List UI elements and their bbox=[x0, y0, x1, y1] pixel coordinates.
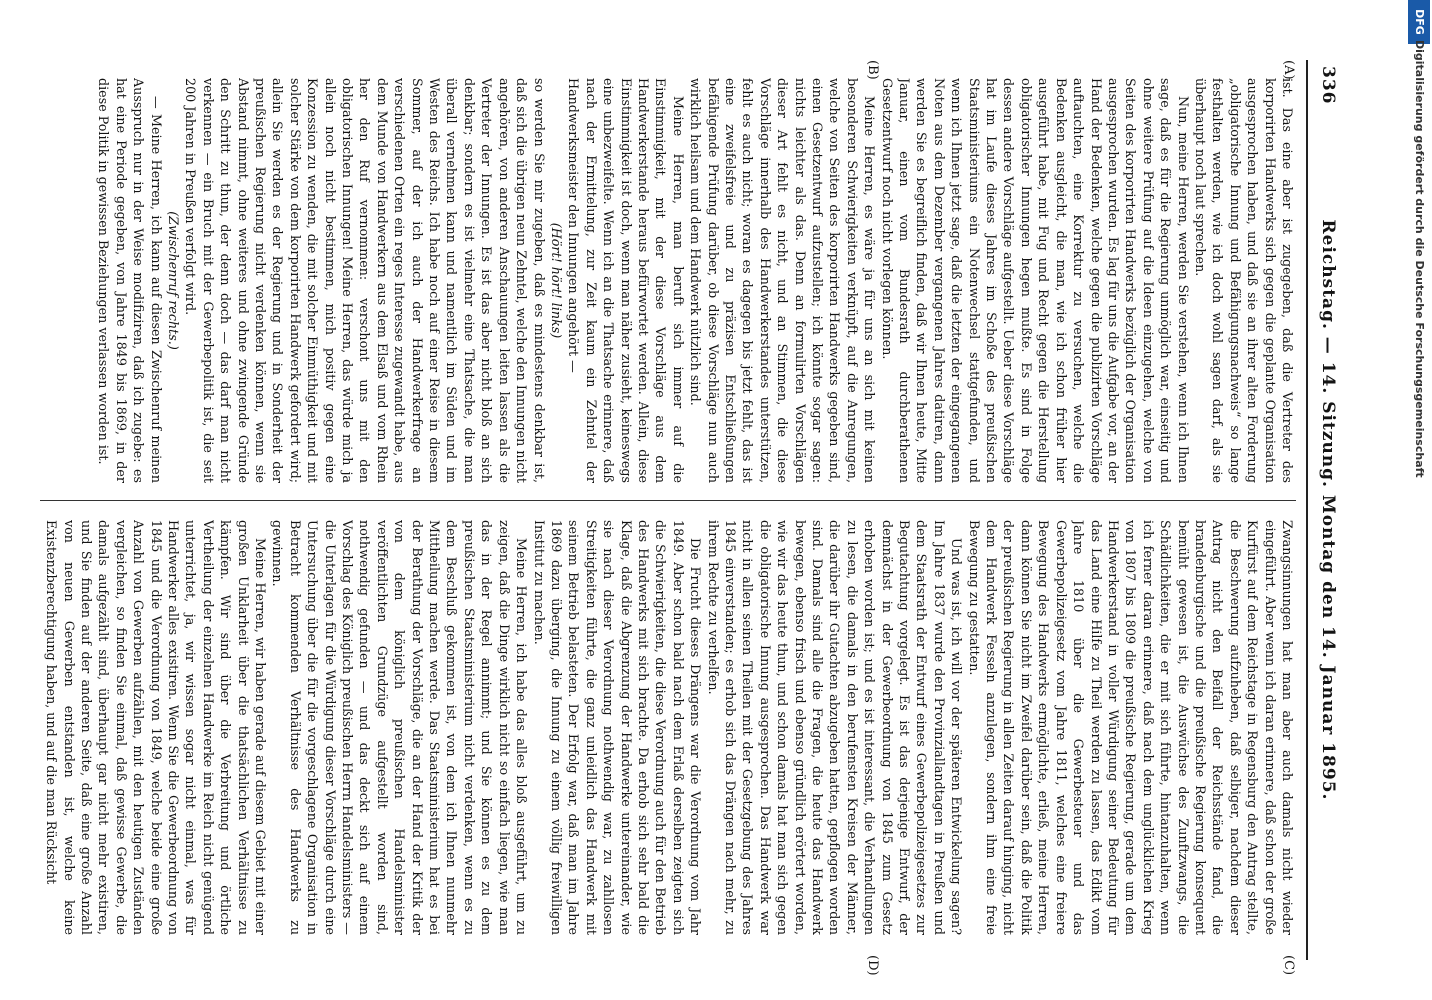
column-divider bbox=[40, 500, 1296, 501]
paragraph: Die Frucht dieses Drängens war die Verordnung vom Jahr 1849. Aber schon bald nach dem Erlaß derselben zeigten sich die Schwierigkeiten, die diese Verordnung auch für den Betrieb des Handwerks mit sich brachte. Da erhob sich sehr bald die Klage, daß die Abgrenzung der Handwerke untereinander, wie sie nach dieser Verordnung nothwendig war, zu zahllosen Streitigkeiten führte, die ganz unleidlich das Handwerk mit seinem Betrieb belasteten. Der Erfolg war, daß man im Jahre 1869 dazu überging, die Innung zu einem völlig freiwilligen Institut zu machen. bbox=[531, 520, 704, 935]
paragraph: Nun, meine Herren, werden Sie verstehen, wenn ich Ihnen sage, daß es für die Regierung unmöglich war, einseitig und ohne weitere Prüfung auf die Ideen einzugehen, welche von Seiten des korporirten Handwerks bezüglich der Organisation ausgesprochen wurden. Es lag für uns die Aufgabe vor, an der Hand der Bedenken, welche gegen die publizirten Vorschläge auftauchten, eine Korrektur zu versuchen, welche die Bedenken ausgleicht, die man, wie ich schon früher hier ausgeführt habe, mit Fug und Recht gegen die Herstellung obligatorischer Innungen hegen mußte. Es sind in Folge dessen andere Vorschläge aufgestellt. Ueber diese Vorschläge hat im Laufe dieses Jahres im Schoße des preußischen Staatsministeriums ein Notenwechsel stattgefunden, und wenn ich Ihnen jetzt sage, daß die letzten der eingegangenen Noten aus dem Dezember vergangenen Jahres datiren, dann werden Sie es begreiflich finden, daß wir Ihnen heute, Mitte Januar, einen vom Bundesrath durchberathenen Gesetzentwurf noch nicht vorlegen können. bbox=[879, 78, 1191, 483]
paragraph: Meine Herren, wir haben gerade auf diesem Gebiet mit einer großen Unklarheit über die thatsächlichen Verhältnisse zu kämpfen. Wir sind über die Verbreitung und örtliche Vertheilung der einzelnen Handwerke im Reich nicht genügend unterrichtet, ja, wir wissen sogar nicht einmal, was für Handwerker alles existiren. Wenn Sie die Gewerbeordnung von 1845 und die Verordnung von 1849, welche beide eine große Anzahl von Gewerben aufzählen, mit den heutigen Zuständen vergleichen, so finden Sie einmal, daß gewisse Gewerbe, die damals aufgezählt sind, überhaupt gar nicht mehr existiren, und Sie finden auf der anderen Seite, daß eine große Anzahl von neuen Gewerben entstanden ist, welche keine Existenzberechtigung haben, und auf die man Rücksicht bbox=[44, 520, 269, 935]
dfg-logo-text: DFG bbox=[1413, 9, 1426, 35]
paragraph: Zwangsinnungen hat man aber auch damals nicht wieder eingeführt. Aber wenn ich daran erinnere, daß schon der große Kurfürst auf dem Reichstage in Regensburg den Antrag stellte, die Beschwerung aufzuheben, daß selbiger, nachdem dieser Antrag nicht den Beifall der Reichsstände fand, die brandenburgische und die preußische Regierung konsequent bemüht gewesen ist, die Auswüchse des Zunftzwangs, die Schädlichkeiten, die er mit sich führte, hintanzuhalten, wenn ich ferner daran erinnere, daß nach dem unglücklichen Krieg von 1807 bis 1809 die preußische Regierung, gerade um dem Handwerkerstand in voller Würdigung seiner Bedeutung für das Land eine Hilfe zu Theil werden zu lassen, das Edikt vom Jahre 1810 über die Gewerbesteuer und das Gewerbepolizeigesetz vom Jahre 1811, welches eine freiere Bewegung des Handwerks ermöglichte, erließ, meine Herren, dann können Sie nicht im Zweifel darüber sein, daß die Politik der preußischen Regierung in allen Zeiten darauf hinging, nicht dem Handwerk Fesseln anzulegen, sondern ihm eine freie Bewegung zu gestatten. bbox=[966, 520, 1295, 935]
running-title: Reichstag. — 14. Sitzung. Montag den 14. Januar 1895. bbox=[1318, 219, 1338, 801]
credit-text: Digitalisierung gefördert durch die Deutsche Forschungsgemeinschaft bbox=[1413, 40, 1426, 478]
paragraph: Meine Herren, es wäre ja für uns an sich mit keinen besonderen Schwierigkeiten verknüpft, auf die Anregungen, welche von Seiten des korporirten Handwerks gegeben sind, einen Gesetzentwurf aufzustellen; ich könnte sogar sagen: nichts leichter als das. Denn an formulirten Vorschlägen dieser Art fehlt es nicht, und an Stimmen, die diese Vorschläge innerhalb des Handwerkerstandes unterstützen, fehlt es auch nicht; woran es dagegen bis jetzt fehlt, das ist eine zweifelsfreie und zu präzisen Entschließungen befähigende Prüfung darüber, ob diese Vorschläge nun auch wirklich heilsam und dem Handwerk nützlich sind. bbox=[688, 78, 878, 483]
paragraph: so werden Sie mir zugeben, daß es mindestens denkbar ist, daß sich die übrigen neun Zehntel, welche den Innungen nicht angehören, von anderen Anschauungen leiten lassen als die Vertreter der Innungen. Es ist das aber nicht bloß an sich denkbar; sondern es ist vielmehr eine Thatsache, die man überall vernehmen kann und namentlich im Süden und im Westen des Reichs. Ich habe noch auf einer Reise in diesem Sommer, auf der ich auch der Handwerkerfrage an verschiedenen Orten ein reges Interesse zugewandt habe, aus dem Munde von Handwerkern aus dem Elsaß und vom Rhein her den Ruf vernommen: verschont uns mit den obligatorischen Innungen! Meine Herren, das würde mich ja allein noch nicht bestimmen, mich positiv gegen eine Konzession zu wenden, die mit solcher Einmüthigkeit und mit solcher Stärke von dem korporirten Handwerk gefordert wird; allein Sie werden es der Regierung und in Sonderheit der preußischen Regierung nicht verdenken können, wenn sie Abstand nimmt, ohne weiteres und ohne zwingende Gründe den Schritt zu thun, der denn doch — das darf man nicht verkennen — ein Bruch mit der Gewerbepolitik ist, die seit 200 Jahren in Preußen verfolgt wird. bbox=[183, 78, 547, 483]
paragraph: Meine Herren, ich habe das alles bloß ausgeführt, um zu zeigen, daß die Dinge wirklich nicht so einfach liegen, wie man das in der Regel annimmt; und Sie können es zu dem preußischen Staatsministerium nicht verdenken, wenn es zu dem Beschluß gekommen ist, von dem ich Ihnen nunmehr Mittheilung machen werde. Das Staatsministerium hat es bei der Berathung der Vorschläge, die an der Hand der Kritik der von dem königlich preußischen Handelsminister veröffentlichten Grundzüge aufgestellt worden sind, nothwendig gefunden — und das deckt sich auf einem Vorschlag des Königlich preußischen Herrn Handelsministers — die Unterlagen für die Würdigung dieser Vorschläge durch eine Untersuchung über die für die vorgeschlagene Organisation in Betracht kommenden Verhältnisse des Handwerks zu gewinnen. bbox=[270, 520, 530, 935]
paragraph: — Meine Herren, ich kann auf diesen Zwischenruf meinen Ausspruch nur in der Weise modifiziren, daß ich zugebe: es hat eine Periode gegeben, von Jahre 1849 bis 1869, in der diese Politik in gewissen Beziehungen verlassen worden ist. bbox=[96, 78, 164, 483]
digitization-credit bbox=[1409, 40, 1429, 960]
header-rule bbox=[1306, 60, 1308, 960]
page-number: 336 bbox=[1318, 66, 1338, 105]
margin-marker-b: (B) bbox=[865, 60, 880, 80]
paragraph: Meine Herren, man beruft sich immer auf die Einstimmigkeit, mit der diese Vorschläge aus dem Handwerkerstande heraus befürwortet werden. Allein, diese Einstimmigkeit ist doch, wenn man näher zusieht, keineswegs eine unbezweifelte. Wenn ich an die Thatsache erinnere, daß nach der Ermittelung, zur Zeit kaum ein Zehntel der Handwerksmeister den Innungen angehört — bbox=[566, 78, 686, 483]
interjection: (Zwischenruf rechts.) bbox=[166, 211, 181, 350]
paragraph: ist. Das eine aber ist zugegeben, daß die Vertreter des korporirten Handwerks sich gegen die geplante Organisation ausgesprochen haben, und daß sie an ihrer alten Forderung „obligatorische Innung und Befähigungsnachweis“ so lange festhalten werden, wie ich doch wohl sagen darf, als sie überhaupt noch laut sprechen. bbox=[1192, 78, 1295, 483]
page-header bbox=[1312, 60, 1338, 960]
interjection: (Hört! hört! links) bbox=[548, 222, 564, 339]
dfg-logo bbox=[1408, 0, 1430, 44]
margin-marker-a: (A) bbox=[1281, 60, 1296, 80]
margin-marker-d: (D) bbox=[865, 955, 880, 976]
left-column bbox=[40, 78, 1296, 483]
margin-marker-c: (C) bbox=[1281, 955, 1296, 976]
right-column bbox=[40, 520, 1296, 935]
paragraph: Und was ist, ich will vor der späteren Entwickelung sagen? Im Jahre 1837 wurde den Provinziallandtagen in Preußen und dem Staatsrath der Entwurf eines Gewerbepolizeigesetzes zur Begutachtung vorgelegt. Es ist das derjenige Entwurf, der demnächst in der Gewerbeordnung von 1845 zum Gesetz erhoben worden ist; und es ist interessant, die Verhandlungen zu lesen, die damals in den berufensten Kreisen der Männer, die darüber ihr Gutachten abzugeben hatten, gepflogen worden sind. Damals sind alle die Fragen, die heute das Handwerk bewegen, ebenso frisch und ebenso gründlich erörtert worden, wie wir das heute thun, und schon damals hat man sich gegen die obligatorische Innung ausgesprochen. Das Handwerk war nicht in allen seinen Theilen mit der Gesetzgebung des Jahres 1845 einverstanden; es erhob sich das Drängen nach mehr, zu ihrem Rechte zu verhelfen. bbox=[705, 520, 965, 935]
